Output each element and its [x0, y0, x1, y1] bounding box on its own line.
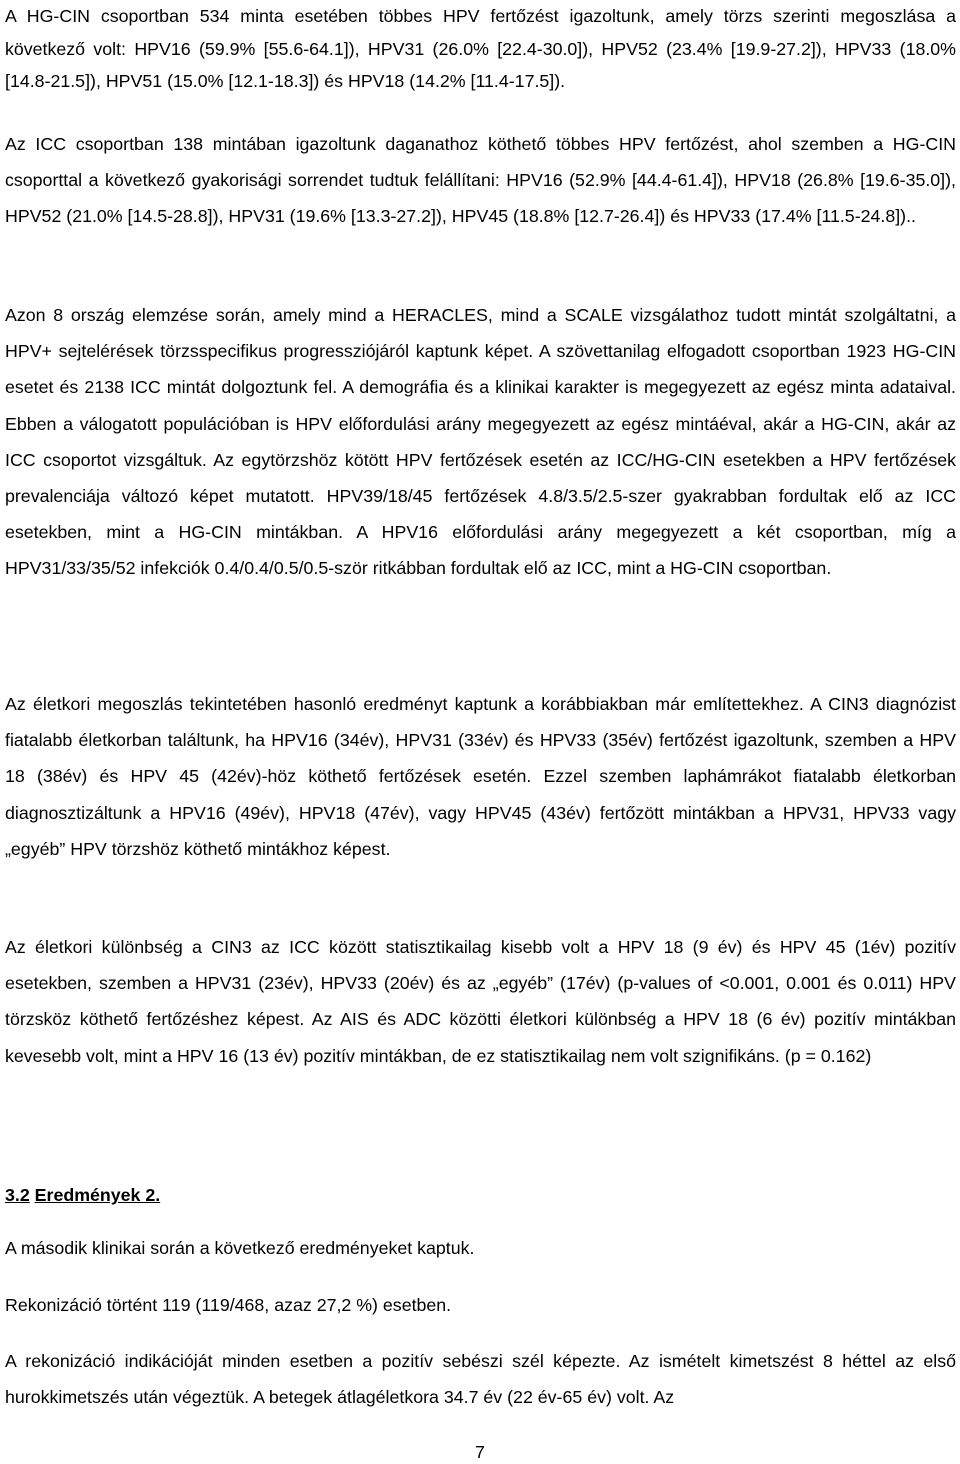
- paragraph-reconization-indication: A rekonizáció indikációját minden esetben a pozitív sebészi szél képezte. Az ismételt kimetszést 8 héttel az első hurokkimetszés után végeztük. A betegek átlagéletkora 34.7 év (22 év-65 év) volt. Az: [5, 1351, 956, 1408]
- reconization-line: Rekonizáció történt 119 (119/468, azaz 27,2 %) esetben.: [5, 1295, 452, 1315]
- section-title: Eredmények 2.: [34, 1185, 161, 1205]
- paragraph-hg-cin-multiple-infection: A HG-CIN csoportban 534 minta esetében többes HPV fertőzést igazoltunk, amely törzs szerinti megoszlása a következő volt: HPV16 (59.9% [55.6-64.1]), HPV31 (26.0% [22.4-30.0]), HPV52 (23.4% [19.9-27.2]), HPV33 (18.0% [14.8-21.5]), HPV51 (15.0% [12.1-18.3]) és HPV18 (14.2% [11.4-17.5]).: [5, 6, 956, 91]
- paragraph-icc-multiple-infection: Az ICC csoportban 138 mintában igazoltunk daganathoz köthető többes HPV fertőzést, ahol szemben a HG-CIN csoporttal a következő gyakorisági sorrendet tudtuk felállítani: HPV16 (52.9% [44.4-61.4]), HPV18 (26.8% [19.6-35.0]), HPV52 (21.0% [14.5-28.8]), HPV31 (19.6% [13.3-27.2]), HPV45 (18.8% [12.7-26.4]) és HPV33 (17.4% [11.5-24.8])..: [5, 134, 956, 227]
- section-heading: [5, 1183, 160, 1207]
- page-number: 7: [475, 1442, 485, 1462]
- results-intro-line: A második klinikai során a következő eredményeket kaptuk.: [5, 1238, 475, 1258]
- section-number: 3.2: [5, 1185, 30, 1205]
- paragraph-age-difference: Az életkori különbség a CIN3 az ICC között statisztikailag kisebb volt a HPV 18 (9 év) és HPV 45 (1év) pozitív esetekben, szemben a HPV31 (23év), HPV33 (20év) és az „egyéb” (17év) (p-values of <0.001, 0.001 és 0.011) HPV törzsköz köthető fertőzéshez képest. Az AIS és ADC közötti életkori különbség a HPV 18 (6 év) pozitív mintákban kevesebb volt, mint a HPV 16 (13 év) pozitív mintákban, de ez statisztikailag nem volt szignifikáns. (p = 0.162): [5, 937, 956, 1066]
- paragraph-country-analysis: Azon 8 ország elemzése során, amely mind a HERACLES, mind a SCALE vizsgálathoz tudott mintát szolgáltatni, a HPV+ sejtelérések törzsspecifikus progressziójáról kaptunk képet. A szövettanilag elfogadott csoportban 1923 HG-CIN esetet és 2138 ICC mintát dolgoztunk fel. A demográfia és a klinikai karakter is megegyezett az egész minta adataival. Ebben a válogatott populációban is HPV előfordulási arány megegyezett az egész mintáéval, akár a HG-CIN, akár az ICC csoportot vizsgáltuk. Az egytörzshöz kötött HPV fertőzések esetén az ICC/HG-CIN esetekben a HPV fertőzések prevalenciája változó képet mutatott. HPV39/18/45 fertőzések 4.8/3.5/2.5-szer gyakrabban fordultak elő az ICC esetekben, mint a HG-CIN mintákban. A HPV16 előfordulási arány megegyezett a két csoportban, míg a HPV31/33/35/52 infekciók 0.4/0.4/0.5/0.5-ször ritkábban fordultak elő az ICC, mint a HG-CIN csoportban.: [5, 305, 956, 579]
- paragraph-age-distribution: Az életkori megoszlás tekintetében hasonló eredményt kaptunk a korábbiakban már említettekhez. A CIN3 diagnózist fiatalabb életkorban találtunk, ha HPV16 (34év), HPV31 (33év) és HPV33 (35év) fertőzést igazoltunk, szemben a HPV 18 (38év) és HPV 45 (42év)-höz köthető fertőzések esetén. Ezzel szemben laphámrákot fiatalabb életkorban diagnosztizáltunk a HPV16 (49év), HPV18 (47év), vagy HPV45 (43év) fertőzött mintákban a HPV31, HPV33 vagy „egyéb” HPV törzshöz köthető mintákhoz képest.: [5, 694, 956, 859]
